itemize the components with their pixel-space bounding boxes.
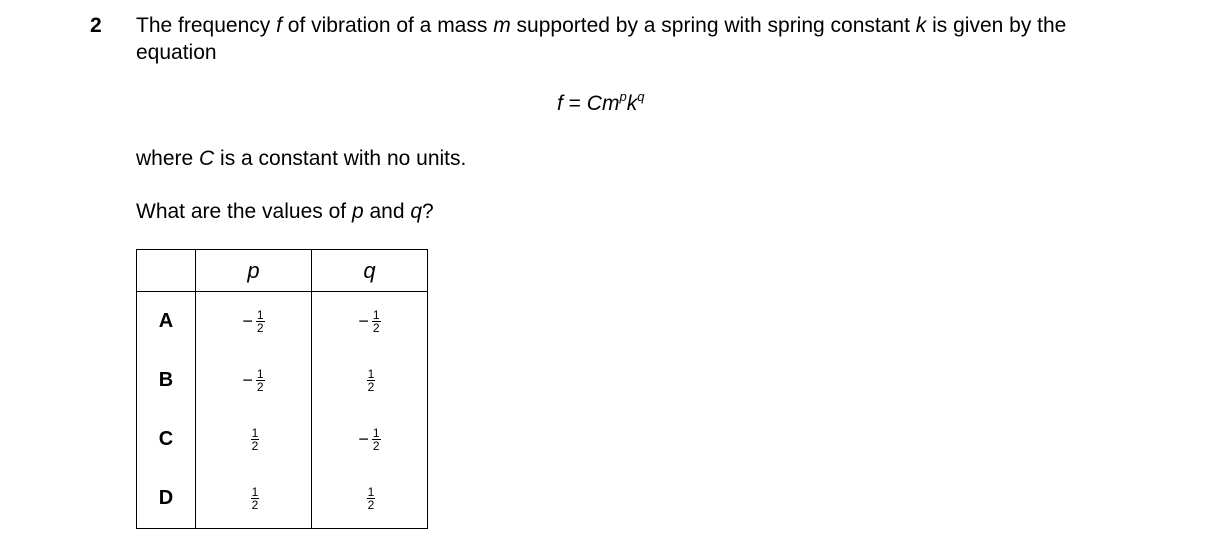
- stem-text: supported by a spring with spring constant: [510, 14, 916, 37]
- constant-note: [136, 145, 466, 172]
- question-prompt: [136, 198, 434, 225]
- question-stem: [136, 12, 1146, 66]
- option-p-value: [196, 469, 312, 529]
- question-number: 2: [90, 14, 102, 37]
- exponent-p: p: [619, 89, 627, 104]
- prompt-text: and: [363, 200, 411, 223]
- sign: −: [358, 429, 369, 449]
- option-letter: D: [137, 469, 196, 529]
- option-q-value: [312, 410, 428, 469]
- fraction: $\frac{1}{2}$: [256, 308, 264, 335]
- header-p: p: [196, 250, 312, 292]
- note-text: is a constant with no units.: [214, 147, 467, 170]
- option-q-value: [312, 469, 428, 529]
- variable-f: f: [276, 14, 282, 37]
- table-header-row: [137, 250, 428, 292]
- equation-base-k: k: [626, 92, 638, 115]
- fraction: $\frac{1}{2}$: [372, 308, 380, 335]
- fraction: $\frac{1}{2}$: [251, 485, 259, 513]
- stem-text: The frequency: [136, 14, 277, 37]
- equation-lhs: f: [557, 92, 563, 115]
- variable-p: p: [351, 200, 364, 223]
- equation-equals: =: [562, 92, 587, 115]
- exponent-q: q: [637, 89, 645, 104]
- sign: −: [358, 311, 369, 331]
- prompt-text: What are the values of: [136, 200, 352, 223]
- fraction: $\frac{1}{2}$: [367, 485, 375, 513]
- header-q: q: [312, 250, 428, 292]
- fraction: $\frac{1}{2}$: [372, 426, 380, 453]
- fraction: $\frac{1}{2}$: [251, 426, 259, 454]
- answer-options-table: [136, 249, 428, 529]
- note-text: where: [136, 147, 200, 170]
- option-row-d[interactable]: [137, 469, 428, 529]
- option-row-b[interactable]: [137, 351, 428, 410]
- option-p-value: [196, 410, 312, 469]
- equation-base-cm: Cm: [586, 92, 620, 115]
- variable-c: C: [199, 147, 215, 170]
- option-p-value: [196, 292, 312, 352]
- sign: −: [242, 311, 253, 331]
- option-row-a[interactable]: [137, 292, 428, 352]
- option-letter: A: [137, 292, 196, 352]
- option-q-value: [312, 351, 428, 410]
- variable-q: q: [410, 200, 423, 223]
- option-letter: B: [137, 351, 196, 410]
- option-p-value: [196, 351, 312, 410]
- prompt-text: ?: [422, 200, 434, 223]
- stem-text: of vibration of a mass: [281, 14, 494, 37]
- stem-text: is given by the equation: [136, 14, 1067, 64]
- header-empty-cell: [137, 250, 196, 292]
- option-row-c[interactable]: [137, 410, 428, 469]
- equation: [557, 90, 644, 117]
- option-letter: C: [137, 410, 196, 469]
- fraction: $\frac{1}{2}$: [367, 367, 375, 395]
- variable-k: k: [915, 14, 927, 37]
- variable-m: m: [493, 14, 511, 37]
- option-q-value: [312, 292, 428, 352]
- fraction: $\frac{1}{2}$: [256, 367, 264, 394]
- sign: −: [242, 370, 253, 390]
